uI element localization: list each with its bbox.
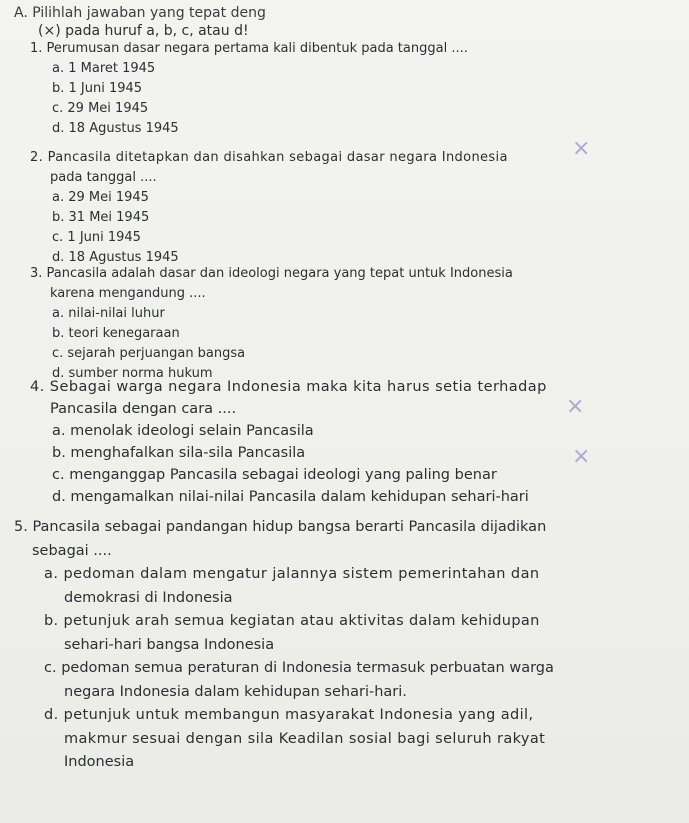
cross-mark-q4: × bbox=[566, 394, 585, 419]
question-2-option-a: a. 29 Mei 1945 bbox=[52, 190, 149, 205]
question-5-option-b-cont: sehari-hari bangsa Indonesia bbox=[64, 636, 275, 653]
question-1-option-c: c. 29 Mei 1945 bbox=[52, 101, 149, 116]
question-5 bbox=[14, 516, 554, 775]
question-4-option-d: d. mengamalkan nilai-nilai Pancasila dalam kehidupan sehari-hari bbox=[52, 489, 529, 505]
question-1-option-b: b. 1 Juni 1945 bbox=[52, 81, 143, 96]
question-1-option-d: d. 18 Agustus 1945 bbox=[52, 121, 179, 136]
cross-mark-q2: × bbox=[572, 136, 591, 161]
question-3-option-b: b. teori kenegaraan bbox=[52, 326, 180, 341]
question-1-option-a: a. 1 Maret 1945 bbox=[52, 61, 156, 76]
question-4 bbox=[30, 376, 547, 508]
instruction-line-1: A. Pilihlah jawaban yang tepat deng bbox=[14, 5, 266, 21]
question-3-option-c: c. sejarah perjuangan bangsa bbox=[52, 346, 246, 361]
question-3-text: 3. Pancasila adalah dasar dan ideologi negara yang tepat untuk Indonesia bbox=[30, 266, 513, 281]
question-3-option-a: a. nilai-nilai luhur bbox=[52, 306, 165, 321]
question-3-text-cont: karena mengandung .... bbox=[50, 286, 206, 301]
question-2-option-c: c. 1 Juni 1945 bbox=[52, 230, 141, 245]
question-5-option-a-cont: demokrasi di Indonesia bbox=[64, 589, 233, 606]
question-5-option-b: b. petunjuk arah semua kegiatan atau aktivitas dalam kehidupan bbox=[44, 613, 540, 629]
question-3 bbox=[30, 264, 513, 384]
question-1 bbox=[30, 39, 468, 139]
question-5-option-d: d. petunjuk untuk membangun masyarakat Indonesia yang adil, bbox=[44, 707, 534, 723]
question-5-text: 5. Pancasila sebagai pandangan hidup bangsa berarti Pancasila dijadikan bbox=[14, 519, 547, 535]
question-2-option-b: b. 31 Mei 1945 bbox=[52, 210, 150, 225]
question-4-text: 4. Sebagai warga negara Indonesia maka kita harus setia terhadap bbox=[30, 379, 547, 395]
question-1-text: 1. Perumusan dasar negara pertama kali dibentuk pada tanggal .... bbox=[30, 41, 468, 56]
instruction-header bbox=[14, 4, 266, 40]
question-5-option-c: c. pedoman semua peraturan di Indonesia termasuk perbuatan warga bbox=[44, 660, 554, 676]
question-4-option-c: c. menganggap Pancasila sebagai ideologi yang paling benar bbox=[52, 467, 497, 483]
question-4-option-b: b. menghafalkan sila-sila Pancasila bbox=[52, 445, 306, 461]
cross-mark-q4-c: × bbox=[572, 444, 591, 469]
question-2-text-cont: pada tanggal .... bbox=[50, 170, 157, 185]
question-2-text: 2. Pancasila ditetapkan dan disahkan sebagai dasar negara Indonesia bbox=[30, 150, 508, 165]
instruction-line-2: (×) pada huruf a, b, c, atau d! bbox=[38, 23, 249, 39]
question-2 bbox=[30, 148, 508, 268]
question-5-option-d-cont: makmur sesuai dengan sila Keadilan sosial bagi seluruh rakyat bbox=[64, 730, 546, 747]
question-5-option-c-cont: negara Indonesia dalam kehidupan sehari-hari. bbox=[64, 683, 407, 700]
question-5-option-d-cont-2: Indonesia bbox=[64, 754, 135, 770]
question-5-text-cont: sebagai .... bbox=[32, 542, 112, 559]
question-4-text-cont: Pancasila dengan cara .... bbox=[50, 401, 237, 417]
question-4-option-a: a. menolak ideologi selain Pancasila bbox=[52, 423, 314, 439]
question-3-option-d: d. sumber norma hukum bbox=[52, 366, 213, 381]
question-5-option-a: a. pedoman dalam mengatur jalannya sistem pemerintahan dan bbox=[44, 566, 540, 582]
question-2-option-d: d. 18 Agustus 1945 bbox=[52, 250, 179, 265]
